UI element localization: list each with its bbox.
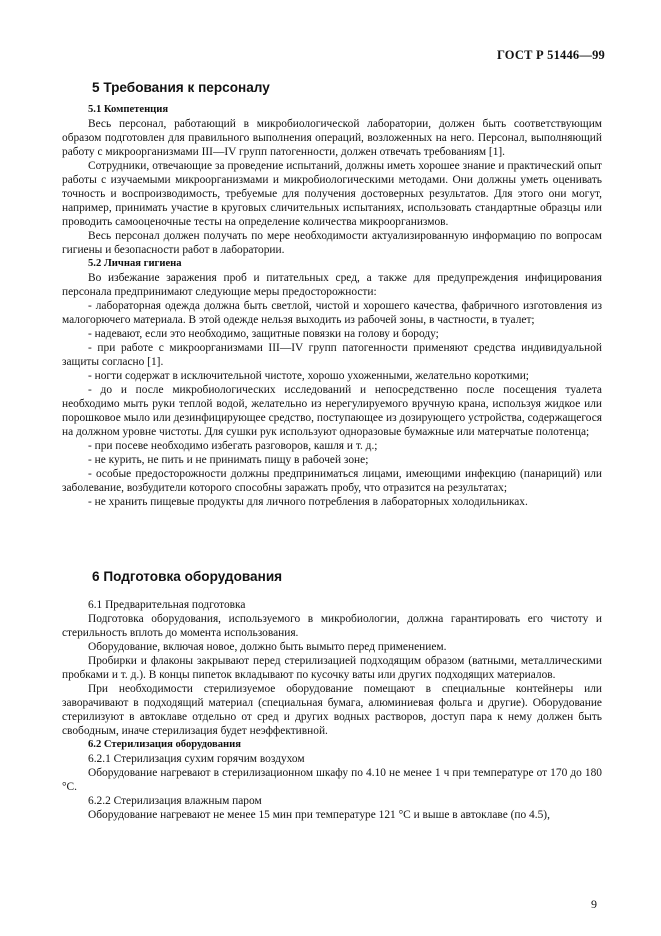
list-item: - не хранить пищевые продукты для личного потребления в лабораторных холодильниках. [88, 496, 528, 508]
subsection-6-2-1-heading: 6.2.1 Стерилизация сухим горячим воздухом [88, 753, 305, 765]
list-item: - при работе с микроорганизмами III—IV групп патогенности применяют средства индивидуальной защиты согласно [1]. [62, 342, 602, 368]
subsection-6-2-2-heading: 6.2.2 Стерилизация влажным паром [88, 795, 262, 807]
paragraph: Во избежание заражения проб и питательных сред, а также для предупреждения инфицирования персонала предпринимают следующие меры предосторожности: [62, 272, 602, 298]
standard-code-header: ГОСТ Р 51446—99 [496, 48, 605, 62]
list-item: - особые предосторожности должны предприниматься лицами, имеющими инфекцию (панариций) или заболевание, возбудители которого способны заражать пробу, что отразится на результатах; [62, 468, 602, 494]
paragraph: Оборудование нагревают не менее 15 мин при температуре 121 °С и выше в автоклаве (по 4.5), [88, 809, 550, 821]
section-5-title: 5 Требования к персоналу [92, 80, 270, 95]
list-item: - надевают, если это необходимо, защитные повязки на голову и бороду; [88, 328, 439, 340]
section-5-1 [62, 103, 602, 509]
section-6 [62, 598, 602, 822]
paragraph: Подготовка оборудования, используемого в микробиологии, должна гарантировать его чистоту и стерильность вплоть до момента использования. [62, 613, 602, 639]
subsection-6-2-heading: 6.2 Стерилизация оборудования [88, 739, 241, 750]
list-item: - до и после микробиологических исследований и непосредственно после посещения туалета необходимо мыть руки теплой водой, желательно из нерегулируемого вручную крана, используя жидкое или порошковое мыло или дезинфицирующее средство, поступающее из дозирующего устройства, содержащегося на должном уровне чистоты. Для сушки рук используют одноразовые бумажные или матерчатые полотенца; [62, 384, 602, 438]
paragraph: Оборудование нагревают в стерилизационном шкафу по 4.10 не менее 1 ч при температуре от 170 до 180 °С. [62, 767, 602, 793]
paragraph: При необходимости стерилизуемое оборудование помещают в специальные контейнеры или заворачивают в подходящий материал (специальная бумага, алюминиевая фольга и другие). Оборудование стерилизуют в автоклаве отдельно от сред и других водных растворов, доступ пара к нему должен быть свободным, иначе стерилизация будет неэффективной. [62, 683, 602, 737]
page-number: 9 [591, 897, 597, 911]
list-item: - при посеве необходимо избегать разговоров, кашля и т. д.; [88, 440, 378, 452]
subsection-5-2-heading: 5.2 Личная гигиена [88, 258, 182, 269]
list-item: - лабораторная одежда должна быть светлой, чистой и хорошего качества, фабричного изготовления из малогорючего материала. В этой одежде нельзя выходить из рабочей зоны, в частности, в туалет; [62, 300, 602, 326]
paragraph: Сотрудники, отвечающие за проведение испытаний, должны иметь хорошее знание и практический опыт работы с изучаемыми микроорганизмами и микробиологическими методами. Они должны уметь оценивать точность и воспроизводимость, требуемые для получения достоверных результатов. Для этого они могут, например, принимать участие в круговых сличительных испытаниях, использовать стандартные образцы или проводить самооценочные тесты на определение количества микроорганизмов. [62, 160, 602, 228]
paragraph: Весь персонал должен получать по мере необходимости актуализированную информацию по вопросам гигиены и безопасности работ в лаборатории. [62, 230, 602, 256]
list-item: - не курить, не пить и не принимать пищу в рабочей зоне; [88, 454, 369, 466]
subsection-6-1-heading: 6.1 Предварительная подготовка [88, 599, 246, 611]
paragraph: Оборудование, включая новое, должно быть вымыто перед применением. [88, 641, 447, 653]
subsection-5-1-heading: 5.1 Компетенция [88, 104, 169, 115]
list-item: - ногти содержат в исключительной чистоте, хорошо ухоженными, желательно короткими; [88, 370, 529, 382]
paragraph: Весь персонал, работающий в микробиологической лаборатории, должен быть соответствующим образом подготовлен для правильного выполнения операций, возложенных на него. Персонал, выполняющий работу с микроорганизмами III—IV групп патогенности, должен отвечать требованиям [1]. [62, 118, 602, 158]
paragraph: Пробирки и флаконы закрывают перед стерилизацией подходящим образом (ватными, металлическими пробками и т. д.). В концы пипеток вкладывают по кусочку ваты или других подходящих материалов. [62, 655, 602, 681]
section-6-title: 6 Подготовка оборудования [92, 569, 283, 584]
